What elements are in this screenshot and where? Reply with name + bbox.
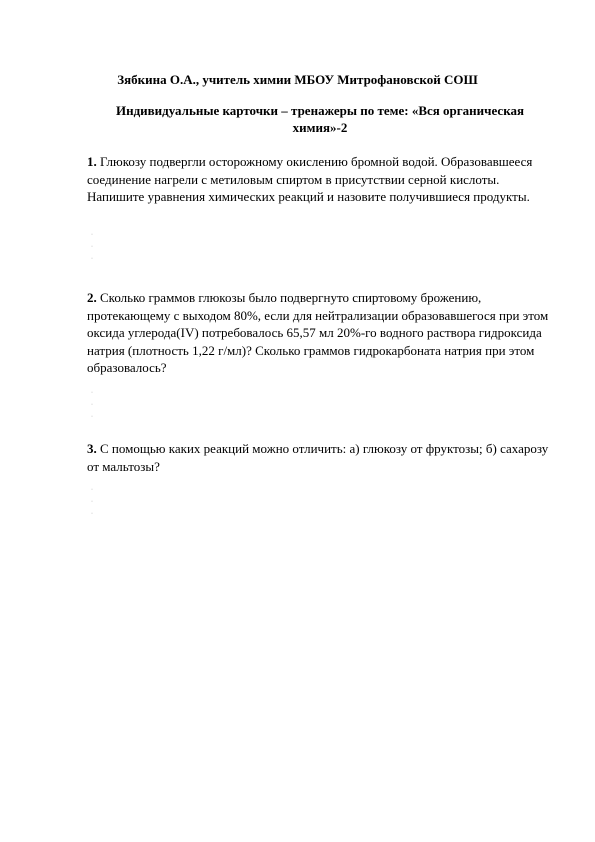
task-1: [87, 153, 552, 206]
answer-space: [91, 387, 97, 423]
author-line: Зябкина О.А., учитель химии МБОУ Митрофановской СОШ: [117, 72, 478, 87]
task-number: 3.: [87, 441, 97, 456]
task-2: [87, 289, 552, 377]
document-title: Индивидуальные карточки – тренажеры по теме: «Вся органическая химия»-2: [115, 103, 525, 135]
blank-mark: ·: [91, 390, 93, 396]
answer-space: [91, 229, 97, 265]
task-text: С помощью каких реакций можно отличить: а) глюкозу от фруктозы; б) сахарозу от мальтозы?: [87, 441, 549, 474]
task-number: 2.: [87, 290, 97, 305]
blank-mark: ·: [91, 402, 93, 408]
task-text: Сколько граммов глюкозы было подвергнуто спиртовому брожению, протекающему с выходом 80%, если для нейтрализации образовавшегося при этом оксида углерода(IV) потребовалось 65,57 мл 20%-го водного раствора гидроксида натрия (плотность 1,22 г/мл)? Сколько граммов гидрокарбоната натрия при этом образовалось?: [87, 290, 549, 375]
blank-mark: ·: [91, 499, 93, 505]
task-number: 1.: [87, 154, 97, 169]
blank-mark: ·: [91, 232, 93, 238]
blank-mark: ·: [91, 414, 93, 420]
blank-mark: ·: [91, 244, 93, 250]
blank-mark: ·: [91, 256, 93, 262]
task-3: [87, 440, 552, 475]
answer-space: [91, 484, 97, 520]
task-text: Глюкозу подвергли осторожному окислению бромной водой. Образовавшееся соединение нагрели с метиловым спиртом в присутствии серной кислоты. Напишите уравнения химических реакций и назовите получившиеся продукты.: [87, 154, 533, 204]
blank-mark: ·: [91, 511, 93, 517]
blank-mark: ·: [91, 487, 93, 493]
